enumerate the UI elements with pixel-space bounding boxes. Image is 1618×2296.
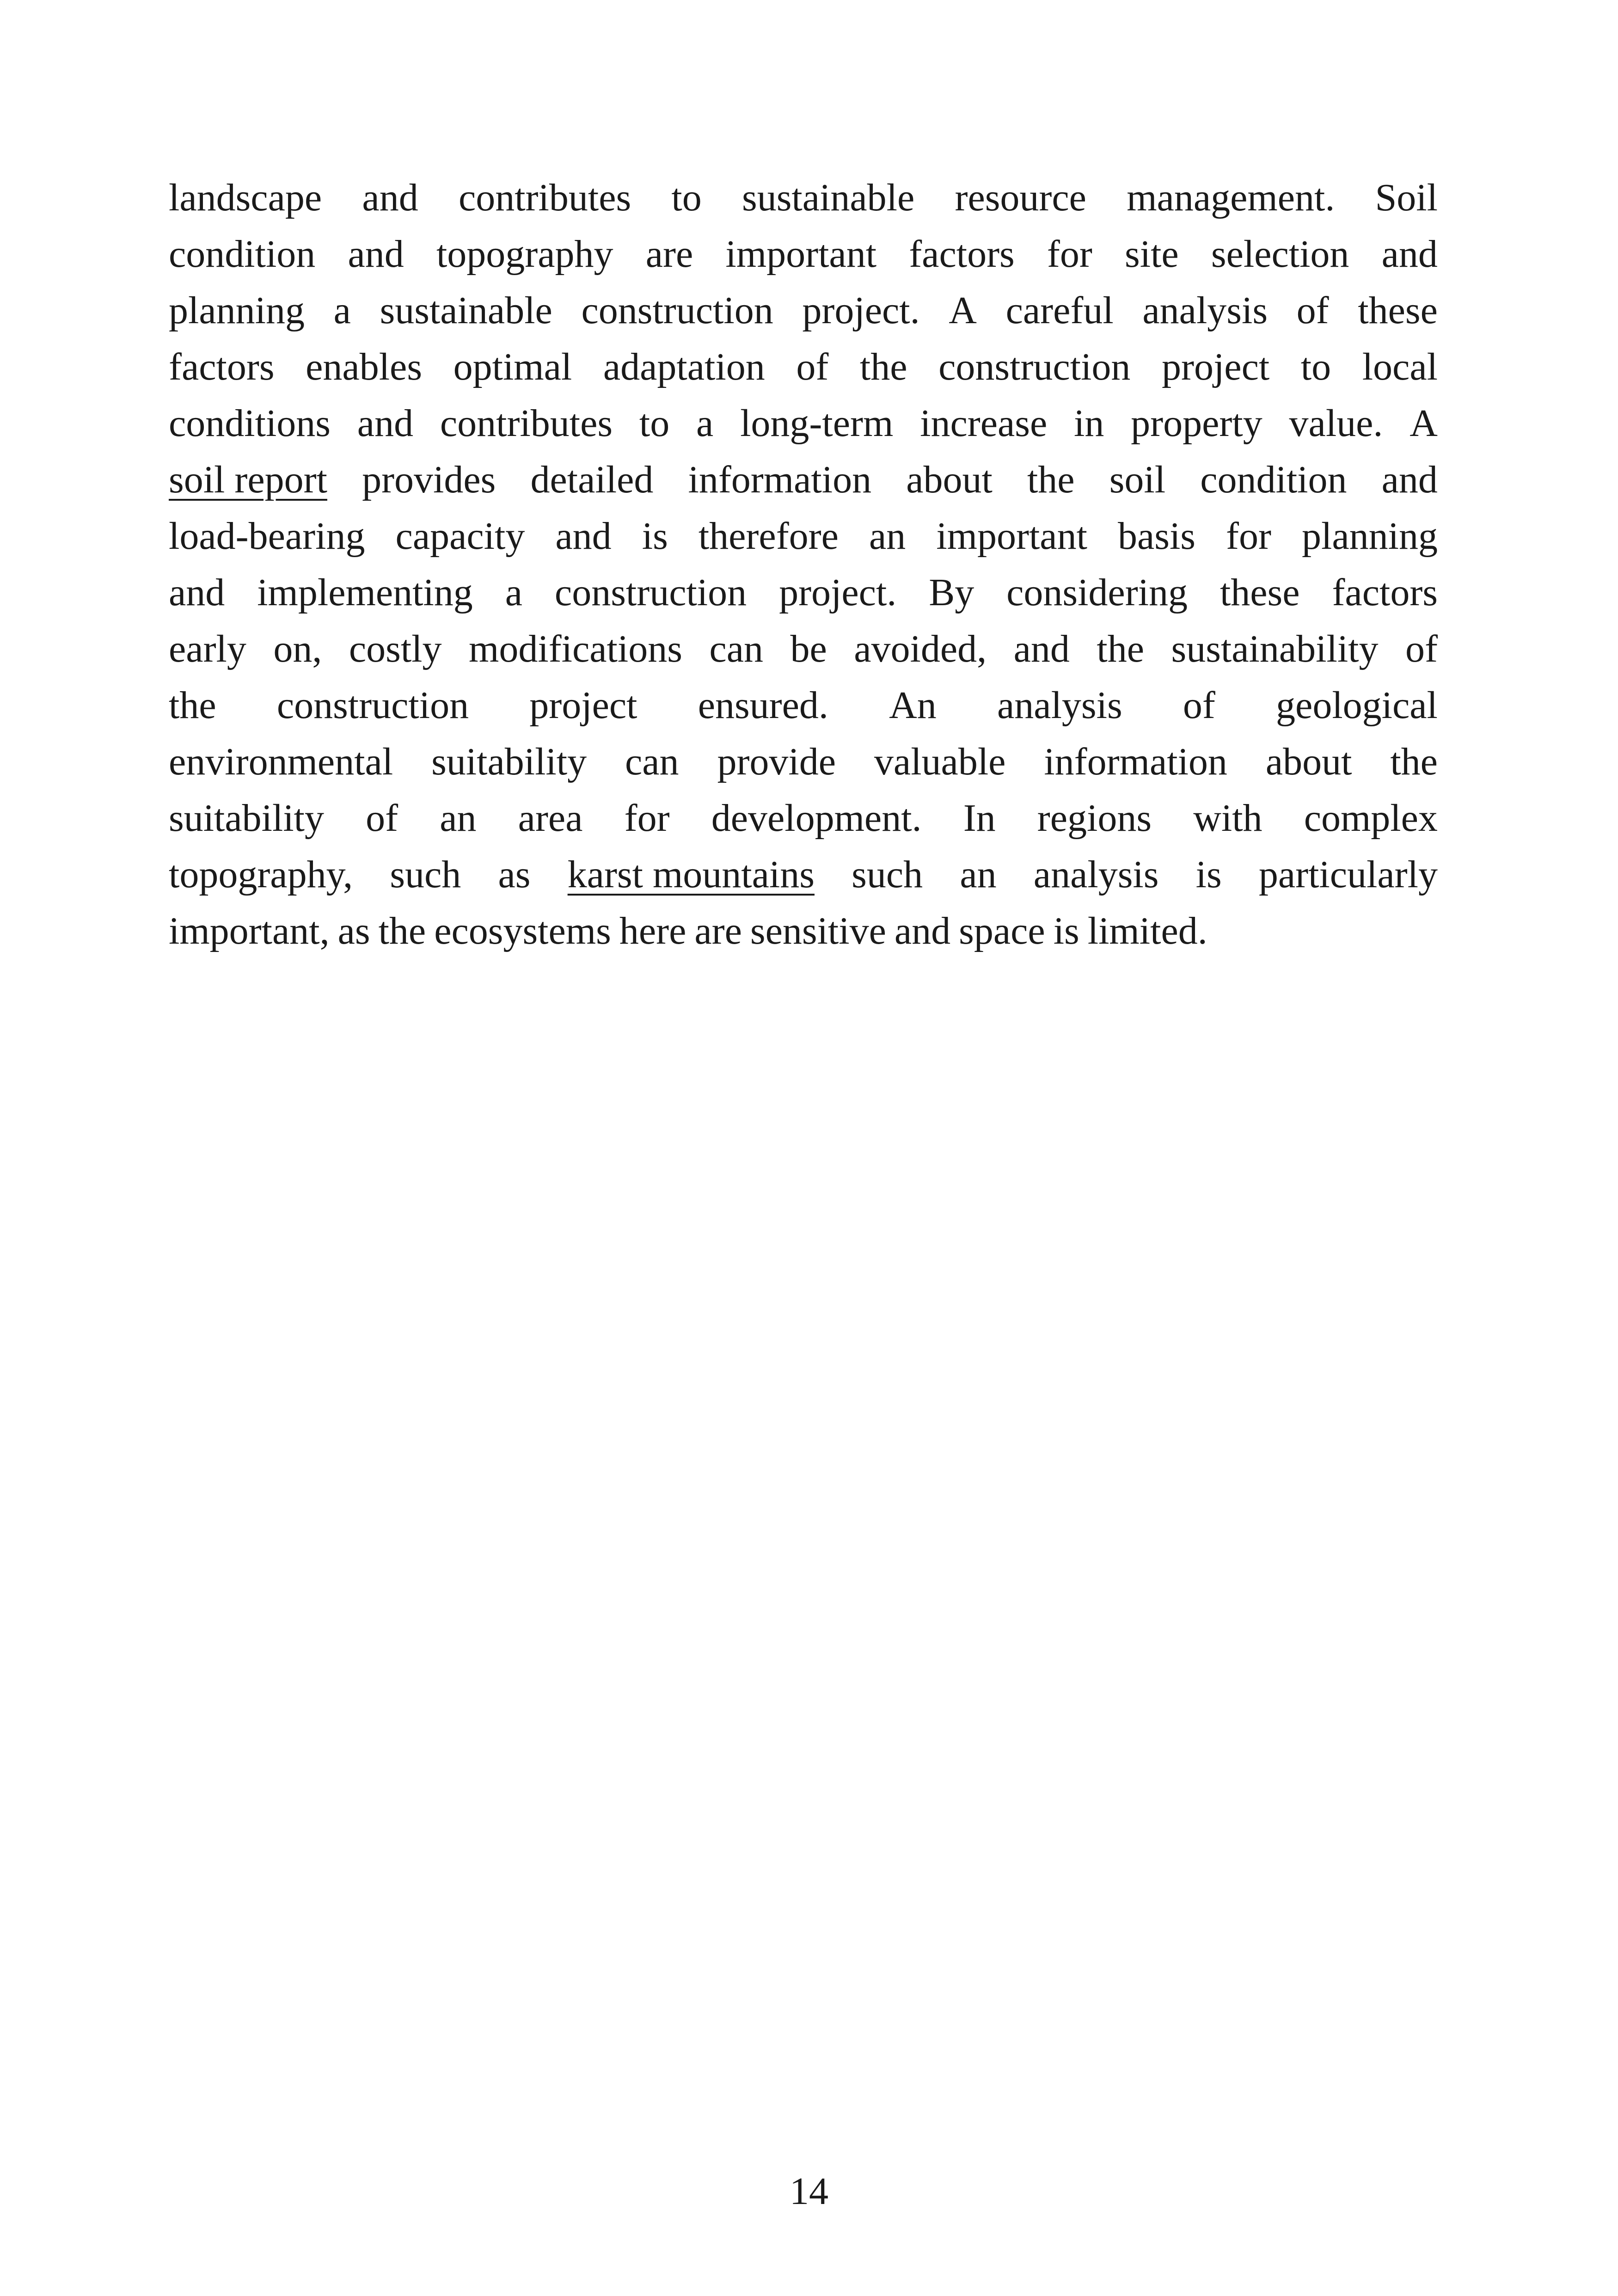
- word: condition: [1200, 458, 1347, 501]
- word: with: [1193, 797, 1263, 840]
- word: basis: [1117, 515, 1195, 558]
- word: analysis: [1142, 289, 1268, 332]
- word: sensitive: [750, 909, 886, 952]
- word: construction: [938, 345, 1131, 388]
- word: an: [960, 853, 997, 896]
- word: provide: [717, 740, 836, 783]
- word: and: [1381, 233, 1438, 276]
- word: as: [337, 909, 370, 952]
- word: suitability: [431, 740, 587, 783]
- word: important: [936, 515, 1087, 558]
- word: to: [1300, 345, 1331, 388]
- word: and: [1013, 627, 1070, 670]
- text-line: [169, 847, 1438, 903]
- word: soil: [1109, 458, 1166, 501]
- word: topography: [436, 233, 613, 276]
- word: of: [796, 345, 829, 388]
- word: in: [1074, 402, 1104, 445]
- word: such: [852, 853, 923, 896]
- word: about: [1265, 740, 1352, 783]
- word: optimal: [453, 345, 572, 388]
- word: management.: [1127, 176, 1335, 219]
- word: factors: [1332, 571, 1438, 614]
- word: In: [963, 797, 996, 840]
- word: sustainability: [1171, 627, 1379, 670]
- word: of: [1183, 684, 1215, 727]
- word: adaptation: [603, 345, 765, 388]
- text-line: [169, 621, 1438, 677]
- word: provides: [362, 458, 496, 501]
- word: valuable: [874, 740, 1006, 783]
- word: can: [709, 627, 763, 670]
- text-line: [169, 734, 1438, 790]
- word: space: [959, 909, 1045, 952]
- word: can: [625, 740, 679, 783]
- word: and: [169, 571, 225, 614]
- text-line: [169, 339, 1438, 395]
- word: are: [694, 909, 742, 952]
- word: a: [696, 402, 714, 445]
- word: capacity: [395, 515, 525, 558]
- text-line: [169, 565, 1438, 621]
- word: is: [642, 515, 668, 558]
- word: information: [1044, 740, 1227, 783]
- word: long-term: [740, 402, 894, 445]
- word: project.: [779, 571, 897, 614]
- word: a: [505, 571, 522, 614]
- word: of: [1296, 289, 1329, 332]
- word: sustainable: [742, 176, 915, 219]
- text-line: [169, 790, 1438, 847]
- word: is: [1195, 853, 1222, 896]
- word: project.: [802, 289, 920, 332]
- word: factors: [169, 345, 275, 388]
- word: enables: [306, 345, 423, 388]
- word: costly: [349, 627, 442, 670]
- text-line: [169, 282, 1438, 339]
- word: particularly: [1258, 853, 1438, 896]
- text-line: [169, 508, 1438, 565]
- word: important,: [169, 909, 330, 952]
- word: for: [624, 797, 670, 840]
- word: environmental: [169, 740, 393, 783]
- word: development.: [711, 797, 922, 840]
- word: to: [639, 402, 670, 445]
- word: for: [1226, 515, 1271, 558]
- word: suitability: [169, 797, 324, 840]
- word: avoided,: [854, 627, 987, 670]
- word: therefore: [698, 515, 839, 558]
- word: topography,: [169, 853, 353, 896]
- word: analysis: [997, 684, 1122, 727]
- word: sustainable: [380, 289, 552, 332]
- word: information: [688, 458, 872, 501]
- word: ecosystems: [434, 909, 611, 952]
- word: and: [348, 233, 404, 276]
- word: contributes: [458, 176, 631, 219]
- word: A: [949, 289, 977, 332]
- word: to: [671, 176, 702, 219]
- word: such: [390, 853, 461, 896]
- word: for: [1047, 233, 1092, 276]
- word: A: [1410, 402, 1438, 445]
- word: selection: [1211, 233, 1349, 276]
- word: be: [790, 627, 827, 670]
- word: careful: [1005, 289, 1114, 332]
- word: a: [333, 289, 351, 332]
- word: area: [518, 797, 583, 840]
- word: and: [894, 909, 951, 952]
- word: and: [362, 176, 418, 219]
- text-line: [169, 170, 1438, 226]
- word: factors: [909, 233, 1015, 276]
- word: project: [529, 684, 637, 727]
- word: about: [906, 458, 993, 501]
- word: the: [169, 684, 216, 727]
- word: ensured.: [698, 684, 828, 727]
- word: project: [1161, 345, 1270, 388]
- word: and: [357, 402, 414, 445]
- word: modifications: [469, 627, 682, 670]
- word: construction: [554, 571, 747, 614]
- word: analysis: [1033, 853, 1159, 896]
- word: By: [929, 571, 974, 614]
- word: the: [1390, 740, 1438, 783]
- word: these: [1358, 289, 1438, 332]
- word: geological: [1276, 684, 1438, 727]
- word: site: [1125, 233, 1179, 276]
- word: the: [859, 345, 907, 388]
- word: an: [440, 797, 477, 840]
- soil-report-link[interactable]: soil report: [169, 458, 327, 501]
- word: construction: [276, 684, 469, 727]
- word: the: [1097, 627, 1145, 670]
- body-paragraph: [169, 170, 1438, 959]
- word: construction: [581, 289, 773, 332]
- text-line: [169, 677, 1438, 734]
- word: these: [1220, 571, 1300, 614]
- text-line: [169, 226, 1438, 282]
- word: An: [889, 684, 937, 727]
- word: resource: [955, 176, 1086, 219]
- word: early: [169, 627, 246, 670]
- word: planning: [169, 289, 305, 332]
- word: important: [725, 233, 877, 276]
- text-line: [169, 452, 1438, 508]
- word: property: [1131, 402, 1263, 445]
- word: are: [645, 233, 693, 276]
- word: as: [498, 853, 531, 896]
- text-line: [169, 903, 1438, 959]
- word: here: [619, 909, 686, 952]
- word: condition: [169, 233, 316, 276]
- word: regions: [1037, 797, 1152, 840]
- word: considering: [1006, 571, 1188, 614]
- word: the: [378, 909, 426, 952]
- word: the: [1027, 458, 1075, 501]
- word: local: [1362, 345, 1438, 388]
- word: value.: [1289, 402, 1383, 445]
- word: and: [1381, 458, 1438, 501]
- karst-mountains-link[interactable]: karst mountains: [567, 853, 815, 896]
- word: load-bearing: [169, 515, 365, 558]
- word: conditions: [169, 402, 331, 445]
- word: detailed: [530, 458, 654, 501]
- word: planning: [1302, 515, 1438, 558]
- word: complex: [1304, 797, 1438, 840]
- text-line: [169, 395, 1438, 452]
- word: contributes: [440, 402, 613, 445]
- word: on,: [273, 627, 322, 670]
- word: Soil: [1375, 176, 1438, 219]
- word: implementing: [257, 571, 473, 614]
- word: increase: [920, 402, 1048, 445]
- word: and: [555, 515, 612, 558]
- word: an: [869, 515, 906, 558]
- word: limited.: [1087, 909, 1207, 952]
- word: of: [366, 797, 398, 840]
- word: of: [1405, 627, 1438, 670]
- page-number: 14: [790, 2170, 828, 2213]
- word: landscape: [169, 176, 322, 219]
- word: is: [1053, 909, 1079, 952]
